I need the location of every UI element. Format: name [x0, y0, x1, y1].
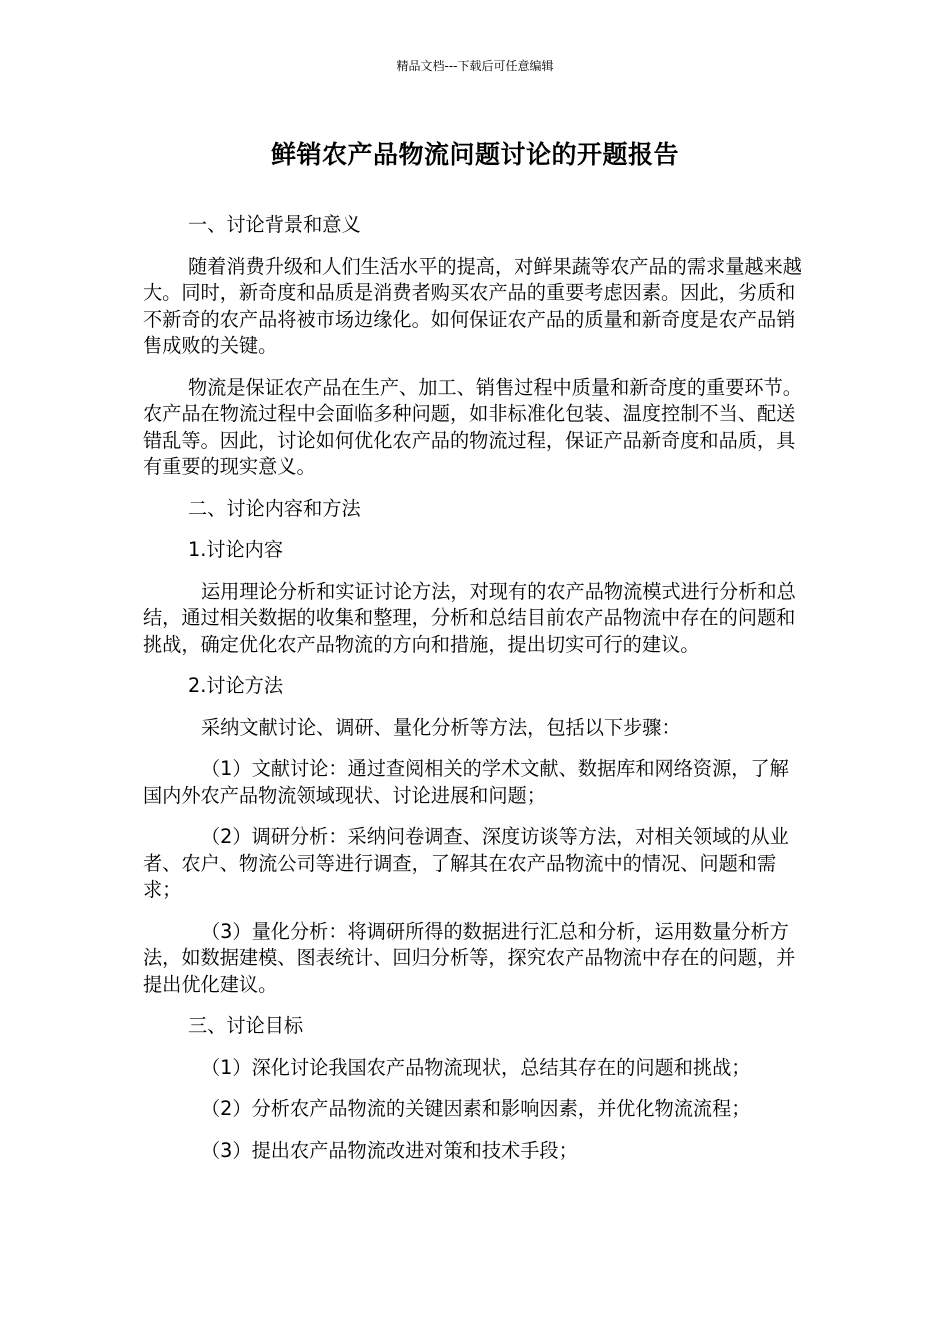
paragraph-content: 运用理论分析和实证讨论方法，对现有的农产品物流模式进行分析和总结，通过相关数据的收集和整理，分析和总结目前农产品物流中存在的问题和挑战，确定优化农产品物流的方向和措施，提出切实可行的建议。 [143, 579, 796, 656]
section-heading-content-method: 二、讨论内容和方法 [188, 496, 361, 520]
subheading-method: 2.讨论方法 [188, 674, 284, 697]
paragraph-method-step-3: （3）量化分析：将调研所得的数据进行汇总和分析，运用数量分析方法，如数据建模、图表统计、回归分析等，探究农产品物流中存在的问题，并提出优化建议。 [143, 919, 796, 996]
paragraph-goal-3: （3）提出农产品物流改进对策和技术手段； [201, 1138, 578, 1162]
document-body [143, 212, 805, 1179]
section-heading-background: 一、讨论背景和意义 [188, 213, 361, 236]
section-heading-goals: 三、讨论目标 [188, 1014, 304, 1037]
paragraph-background-2: 物流是保证农产品在生产、加工、销售过程中质量和新奇度的重要环节。农产品在物流过程中会面临多种问题，如非标准化包装、温度控制不当、配送错乱等。因此，讨论如何优化农产品的物流过程，保证产品新奇度和品质，具有重要的现实意义。 [143, 375, 802, 478]
paragraph-goal-1: （1）深化讨论我国农产品物流现状，总结其存在的问题和挑战； [201, 1055, 751, 1079]
document-title: 鲜销农产品物流问题讨论的开题报告 [270, 140, 679, 169]
paragraph-method-step-2: （2）调研分析：采纳问卷调查、深度访谈等方法，对相关领域的从业者、农户、物流公司等进行调查，了解其在农产品物流中的情况、问题和需求； [143, 825, 789, 901]
paragraph-method-step-1: （1）文献讨论：通过查阅相关的学术文献、数据库和网络资源，了解国内外农产品物流领域现状、讨论进展和问题； [143, 757, 789, 807]
paragraph-goal-2: （2）分析农产品物流的关键因素和影响因素，并优化物流流程； [201, 1097, 751, 1120]
page-header-note: 精品文档---下载后可任意编辑 [396, 59, 554, 73]
paragraph-background-1: 随着消费升级和人们生活水平的提高，对鲜果蔬等农产品的需求量越来越大。同时，新奇度和品质是消费者购买农产品的重要考虑因素。因此，劣质和不新奇的农产品将被市场边缘化。如何保证农产品的质量和新奇度是农产品销售成败的关键。 [143, 254, 802, 357]
subheading-content: 1.讨论内容 [188, 538, 284, 561]
paragraph-method-intro: 采纳文献讨论、调研、量化分析等方法，包括以下步骤： [201, 715, 681, 739]
